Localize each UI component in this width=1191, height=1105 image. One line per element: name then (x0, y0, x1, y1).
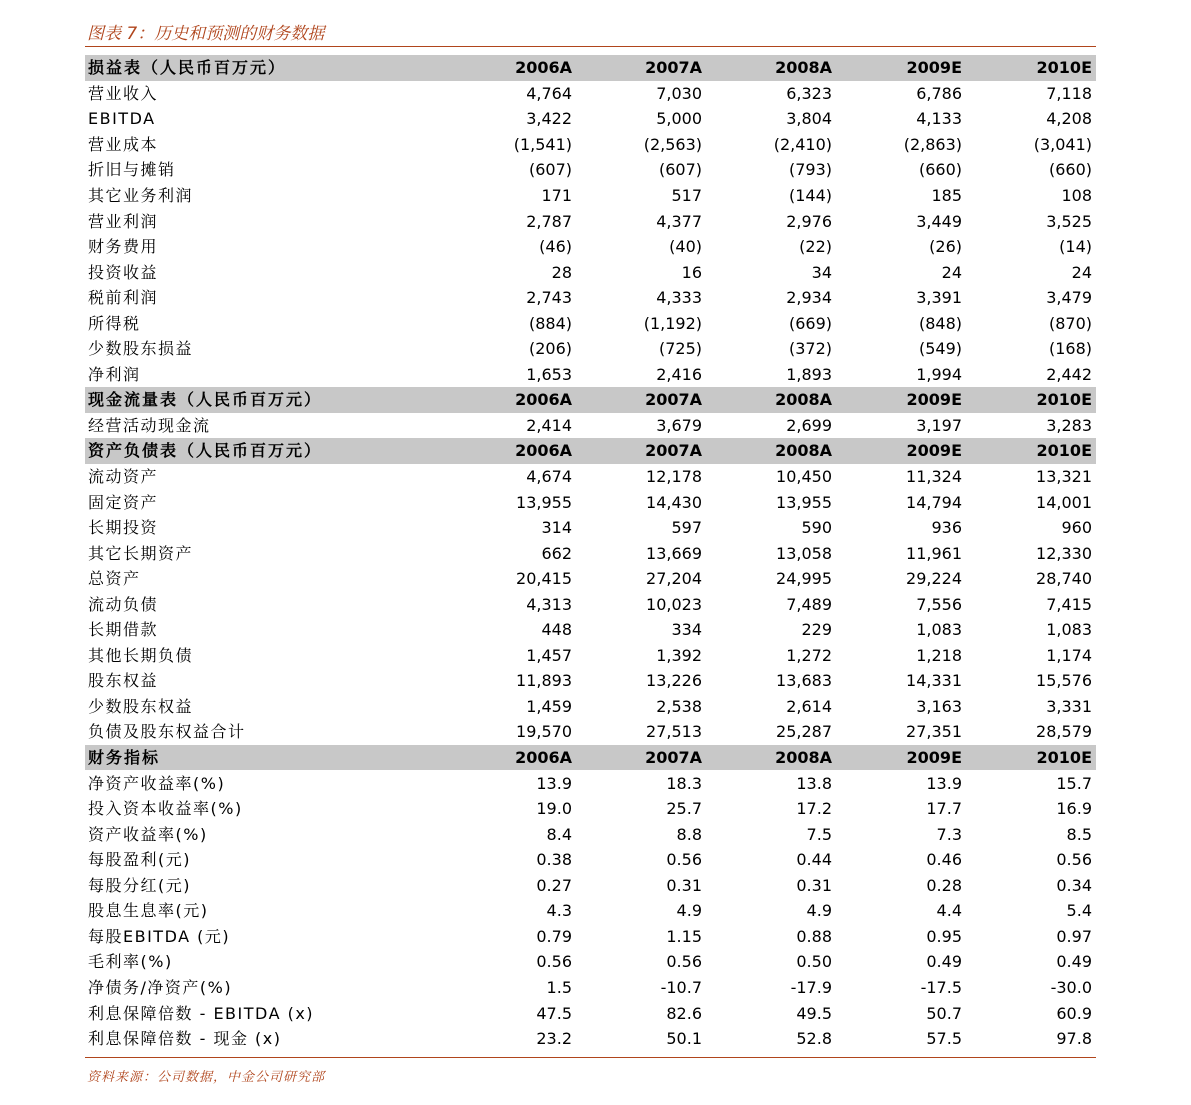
year-header-cell: 2007A (576, 438, 706, 464)
value-cell: 25,287 (776, 722, 832, 742)
value-cell: 8.8 (676, 824, 702, 844)
year-header-cell: 2008A (706, 387, 836, 413)
value-cell: 171 (541, 186, 572, 205)
table-row (85, 591, 1096, 617)
value-cell: 5.4 (1066, 901, 1092, 921)
value-cell: 4.4 (936, 901, 962, 921)
footer-divider (85, 1057, 1096, 1058)
financial-table-body (85, 55, 1096, 1051)
value-cell: 2,414 (526, 415, 572, 435)
value-cell: 1,653 (526, 364, 572, 384)
value-cell: 1,083 (1046, 620, 1092, 640)
table-row (85, 821, 1096, 847)
value-cell: (793) (788, 160, 832, 180)
value-cell: -10.7 (660, 977, 702, 997)
value-cell: 19.0 (536, 799, 572, 819)
value-cell: 13,683 (776, 671, 832, 691)
value-cell: 4,764 (526, 83, 572, 103)
value-cell: 960 (1061, 518, 1092, 538)
value-cell: 0.44 (796, 850, 832, 870)
table-row (85, 106, 1096, 132)
row-label: 固定资产 (88, 492, 159, 512)
row-label: 其它长期资产 (88, 543, 194, 563)
table-row (85, 515, 1096, 541)
row-label: 每股盈利(元) (88, 850, 191, 870)
value-cell: 7,556 (916, 594, 962, 614)
value-cell: 13,321 (1036, 467, 1092, 487)
value-cell: 314 (541, 518, 572, 538)
value-cell: 20,415 (516, 569, 572, 589)
value-cell: 4,208 (1046, 109, 1092, 129)
value-cell: (848) (918, 313, 962, 333)
row-label: 营业成本 (88, 134, 159, 154)
value-cell: 16.9 (1056, 799, 1092, 819)
value-cell: 12,178 (646, 467, 702, 487)
value-cell: 28,579 (1036, 722, 1092, 742)
value-cell: 6,323 (786, 83, 832, 103)
value-cell: (884) (528, 313, 572, 333)
value-cell: 185 (931, 186, 962, 205)
value-cell: 24 (941, 262, 962, 282)
year-header-cell: 2009E (836, 55, 966, 81)
value-cell: 0.38 (536, 850, 572, 870)
value-cell: 8.4 (546, 824, 572, 844)
value-cell: 1.15 (666, 926, 702, 946)
value-cell: 28,740 (1036, 569, 1092, 589)
value-cell: 2,538 (656, 696, 702, 716)
section-header-row (85, 438, 1096, 464)
value-cell: 13.8 (796, 773, 832, 793)
source-note: 资料来源：公司数据，中金公司研究部 (87, 1070, 326, 1086)
value-cell: (46) (539, 237, 572, 257)
value-cell: 0.56 (536, 952, 572, 972)
year-header-cell: 2008A (706, 745, 836, 771)
row-label: 长期投资 (88, 518, 159, 538)
row-label: 其他长期负债 (88, 645, 194, 665)
value-cell: (26) (929, 237, 962, 257)
value-cell: 4.9 (676, 901, 702, 921)
year-header-cell: 2010E (966, 745, 1096, 771)
value-cell: 15.7 (1056, 773, 1092, 793)
value-cell: 14,794 (906, 492, 962, 512)
row-label: 流动资产 (88, 467, 159, 487)
value-cell: 2,699 (786, 415, 832, 435)
table-row (85, 617, 1096, 643)
value-cell: 29,224 (906, 569, 962, 589)
row-label: 总资产 (88, 569, 141, 589)
table-row (85, 285, 1096, 311)
value-cell: 1,457 (526, 645, 572, 665)
value-cell: 597 (671, 518, 702, 538)
value-cell: 3,679 (656, 415, 702, 435)
value-cell: 3,804 (786, 109, 832, 129)
value-cell: (1,192) (643, 313, 702, 333)
value-cell: 1,272 (786, 645, 832, 665)
figure (85, 22, 1096, 1085)
year-header-cell: 2010E (966, 438, 1096, 464)
row-label: 营业利润 (88, 211, 159, 231)
row-label: 净资产收益率(%) (88, 773, 226, 793)
row-label: 税前利润 (88, 288, 159, 308)
value-cell: 2,934 (786, 288, 832, 308)
table-row (85, 132, 1096, 158)
value-cell: 7,489 (786, 594, 832, 614)
value-cell: 7.3 (936, 824, 962, 844)
value-cell: 0.34 (1056, 875, 1092, 895)
value-cell: 936 (931, 518, 962, 538)
value-cell: 11,324 (906, 467, 962, 487)
value-cell: (725) (658, 339, 702, 359)
value-cell: 334 (671, 620, 702, 640)
value-cell: 0.56 (666, 952, 702, 972)
value-cell: (2,410) (773, 134, 832, 154)
value-cell: (549) (918, 339, 962, 359)
value-cell: 0.56 (666, 850, 702, 870)
year-header-cell: 2008A (706, 55, 836, 81)
value-cell: 4.3 (546, 901, 572, 921)
value-cell: 2,787 (526, 211, 572, 231)
value-cell: 0.31 (666, 875, 702, 895)
row-label: 利息保障倍数 - EBITDA (x) (88, 1003, 315, 1023)
value-cell: (14) (1059, 237, 1092, 257)
value-cell: 13.9 (926, 773, 962, 793)
value-cell: (2,863) (903, 134, 962, 154)
value-cell: 3,163 (916, 696, 962, 716)
row-label: 长期借款 (88, 620, 159, 640)
financial-table (85, 55, 1096, 1051)
value-cell: 17.7 (926, 799, 962, 819)
value-cell: 34 (811, 262, 832, 282)
value-cell: (1,541) (513, 134, 572, 154)
value-cell: 28 (551, 262, 572, 282)
value-cell: 3,391 (916, 288, 962, 308)
value-cell: 50.7 (926, 1003, 962, 1023)
value-cell: 11,893 (516, 671, 572, 691)
value-cell: 19,570 (516, 722, 572, 742)
row-label: 每股EBITDA (元) (88, 926, 231, 946)
section-header-row (85, 387, 1096, 413)
value-cell: (40) (669, 237, 702, 257)
value-cell: 52.8 (796, 1029, 832, 1049)
value-cell: 16 (681, 262, 702, 282)
row-label: 财务费用 (88, 237, 159, 257)
value-cell: 7,415 (1046, 594, 1092, 614)
value-cell: 1,174 (1046, 645, 1092, 665)
value-cell: 0.28 (926, 875, 962, 895)
value-cell: 4.9 (806, 901, 832, 921)
value-cell: (3,041) (1033, 134, 1092, 154)
year-header-cell: 2007A (576, 55, 706, 81)
value-cell: 2,976 (786, 211, 832, 231)
row-label: 股息生息率(元) (88, 901, 209, 921)
value-cell: 23.2 (536, 1029, 572, 1049)
value-cell: 0.49 (926, 952, 962, 972)
value-cell: 0.46 (926, 850, 962, 870)
value-cell: 662 (541, 543, 572, 563)
row-label: 净利润 (88, 364, 141, 384)
value-cell: 590 (801, 518, 832, 538)
year-header-cell: 2006A (446, 438, 576, 464)
value-cell: (870) (1048, 313, 1092, 333)
value-cell: 1,459 (526, 696, 572, 716)
value-cell: (206) (528, 339, 572, 359)
value-cell: 7.5 (806, 824, 832, 844)
table-row (85, 540, 1096, 566)
row-label: 其它业务利润 (88, 186, 194, 205)
value-cell: (144) (788, 186, 832, 205)
year-header-cell: 2007A (576, 745, 706, 771)
row-label: 资产收益率(%) (88, 824, 208, 844)
value-cell: 0.95 (926, 926, 962, 946)
year-header-cell: 2010E (966, 387, 1096, 413)
title-divider (85, 46, 1096, 47)
value-cell: 3,422 (526, 109, 572, 129)
value-cell: 0.27 (536, 875, 572, 895)
value-cell: 229 (801, 620, 832, 640)
table-row (85, 81, 1096, 107)
value-cell: 25.7 (666, 799, 702, 819)
value-cell: 97.8 (1056, 1029, 1092, 1049)
value-cell: 12,330 (1036, 543, 1092, 563)
value-cell: 47.5 (536, 1003, 572, 1023)
value-cell: 11,961 (906, 543, 962, 563)
value-cell: (372) (788, 339, 832, 359)
table-row (85, 873, 1096, 899)
value-cell: 0.31 (796, 875, 832, 895)
table-row (85, 847, 1096, 873)
table-row (85, 694, 1096, 720)
table-row (85, 924, 1096, 950)
year-header-cell: 2009E (836, 438, 966, 464)
value-cell: 18.3 (666, 773, 702, 793)
row-label: 股东权益 (88, 671, 159, 691)
figure-title: 图表 7：历史和预测的财务数据 (87, 24, 325, 44)
value-cell: 14,331 (906, 671, 962, 691)
row-label: 少数股东权益 (88, 696, 194, 716)
value-cell: (669) (788, 313, 832, 333)
table-row (85, 975, 1096, 1001)
section-title: 现金流量表（人民币百万元） (85, 387, 446, 413)
value-cell: 13,955 (776, 492, 832, 512)
table-row (85, 234, 1096, 260)
value-cell: 3,283 (1046, 415, 1092, 435)
row-label: 投入资本收益率(%) (88, 799, 243, 819)
value-cell: 108 (1061, 186, 1092, 205)
value-cell: 27,513 (646, 722, 702, 742)
value-cell: 15,576 (1036, 671, 1092, 691)
table-row (85, 489, 1096, 515)
value-cell: -17.9 (790, 977, 832, 997)
row-label: 折旧与摊销 (88, 160, 176, 180)
value-cell: 27,204 (646, 569, 702, 589)
row-label: 利息保障倍数 - 现金 (x) (88, 1029, 282, 1049)
value-cell: 4,133 (916, 109, 962, 129)
section-title: 财务指标 (85, 745, 446, 771)
value-cell: -17.5 (920, 977, 962, 997)
table-row (85, 183, 1096, 209)
value-cell: 0.50 (796, 952, 832, 972)
value-cell: (607) (658, 160, 702, 180)
value-cell: 3,479 (1046, 288, 1092, 308)
table-row (85, 898, 1096, 924)
row-label: 负债及股东权益合计 (88, 722, 246, 742)
table-row (85, 157, 1096, 183)
row-label: 投资收益 (88, 262, 159, 282)
row-label: 经营活动现金流 (88, 415, 211, 435)
table-row (85, 719, 1096, 745)
row-label: 每股分红(元) (88, 875, 191, 895)
value-cell: 2,442 (1046, 364, 1092, 384)
year-header-cell: 2006A (446, 55, 576, 81)
table-row (85, 259, 1096, 285)
row-label: 营业收入 (88, 83, 159, 103)
value-cell: 24,995 (776, 569, 832, 589)
value-cell: 17.2 (796, 799, 832, 819)
value-cell: 13,226 (646, 671, 702, 691)
row-label: 流动负债 (88, 594, 159, 614)
year-header-cell: 2009E (836, 387, 966, 413)
value-cell: (22) (799, 237, 832, 257)
value-cell: 3,449 (916, 211, 962, 231)
value-cell: 4,377 (656, 211, 702, 231)
table-row (85, 336, 1096, 362)
table-row (85, 464, 1096, 490)
value-cell: 57.5 (926, 1029, 962, 1049)
value-cell: 4,674 (526, 467, 572, 487)
table-row (85, 770, 1096, 796)
value-cell: 7,030 (656, 83, 702, 103)
value-cell: 5,000 (656, 109, 702, 129)
value-cell: 1,893 (786, 364, 832, 384)
year-header-cell: 2006A (446, 387, 576, 413)
value-cell: 1,218 (916, 645, 962, 665)
value-cell: 3,197 (916, 415, 962, 435)
value-cell: 7,118 (1046, 83, 1092, 103)
value-cell: (660) (918, 160, 962, 180)
section-title: 损益表（人民币百万元） (85, 55, 446, 81)
table-row (85, 310, 1096, 336)
value-cell: 1,994 (916, 364, 962, 384)
value-cell: 2,614 (786, 696, 832, 716)
value-cell: 517 (671, 186, 702, 205)
value-cell: 3,525 (1046, 211, 1092, 231)
section-header-row (85, 55, 1096, 81)
value-cell: 0.49 (1056, 952, 1092, 972)
table-row (85, 668, 1096, 694)
table-row (85, 1026, 1096, 1052)
table-row (85, 1000, 1096, 1026)
value-cell: 49.5 (796, 1003, 832, 1023)
value-cell: 448 (541, 620, 572, 640)
row-label: 毛利率(%) (88, 952, 173, 972)
value-cell: 82.6 (666, 1003, 702, 1023)
value-cell: 0.56 (1056, 850, 1092, 870)
year-header-cell: 2008A (706, 438, 836, 464)
table-row (85, 362, 1096, 388)
value-cell: 24 (1071, 262, 1092, 282)
value-cell: 0.79 (536, 926, 572, 946)
table-row (85, 796, 1096, 822)
value-cell: 3,331 (1046, 696, 1092, 716)
row-label: EBITDA (88, 109, 156, 129)
value-cell: 13,955 (516, 492, 572, 512)
value-cell: (2,563) (643, 134, 702, 154)
value-cell: 6,786 (916, 83, 962, 103)
value-cell: 4,333 (656, 288, 702, 308)
row-label: 净债务/净资产(%) (88, 977, 233, 997)
value-cell: 2,416 (656, 364, 702, 384)
value-cell: 10,450 (776, 467, 832, 487)
value-cell: -30.0 (1050, 977, 1092, 997)
row-label: 所得税 (88, 313, 141, 333)
value-cell: 1,083 (916, 620, 962, 640)
value-cell: 4,313 (526, 594, 572, 614)
value-cell: (607) (528, 160, 572, 180)
value-cell: 60.9 (1056, 1003, 1092, 1023)
value-cell: 2,743 (526, 288, 572, 308)
value-cell: (660) (1048, 160, 1092, 180)
table-row (85, 566, 1096, 592)
section-header-row (85, 745, 1096, 771)
table-row (85, 413, 1096, 439)
value-cell: 50.1 (666, 1029, 702, 1049)
value-cell: 14,001 (1036, 492, 1092, 512)
table-row (85, 643, 1096, 669)
value-cell: 27,351 (906, 722, 962, 742)
value-cell: 14,430 (646, 492, 702, 512)
value-cell: (168) (1048, 339, 1092, 359)
year-header-cell: 2006A (446, 745, 576, 771)
value-cell: 13.9 (536, 773, 572, 793)
table-row (85, 949, 1096, 975)
value-cell: 1.5 (546, 977, 572, 997)
year-header-cell: 2007A (576, 387, 706, 413)
value-cell: 13,669 (646, 543, 702, 563)
row-label: 少数股东损益 (88, 339, 194, 359)
value-cell: 0.88 (796, 926, 832, 946)
value-cell: 13,058 (776, 543, 832, 563)
year-header-cell: 2010E (966, 55, 1096, 81)
table-row (85, 208, 1096, 234)
value-cell: 1,392 (656, 645, 702, 665)
section-title: 资产负债表（人民币百万元） (85, 438, 446, 464)
value-cell: 0.97 (1056, 926, 1092, 946)
year-header-cell: 2009E (836, 745, 966, 771)
value-cell: 10,023 (646, 594, 702, 614)
value-cell: 8.5 (1066, 824, 1092, 844)
